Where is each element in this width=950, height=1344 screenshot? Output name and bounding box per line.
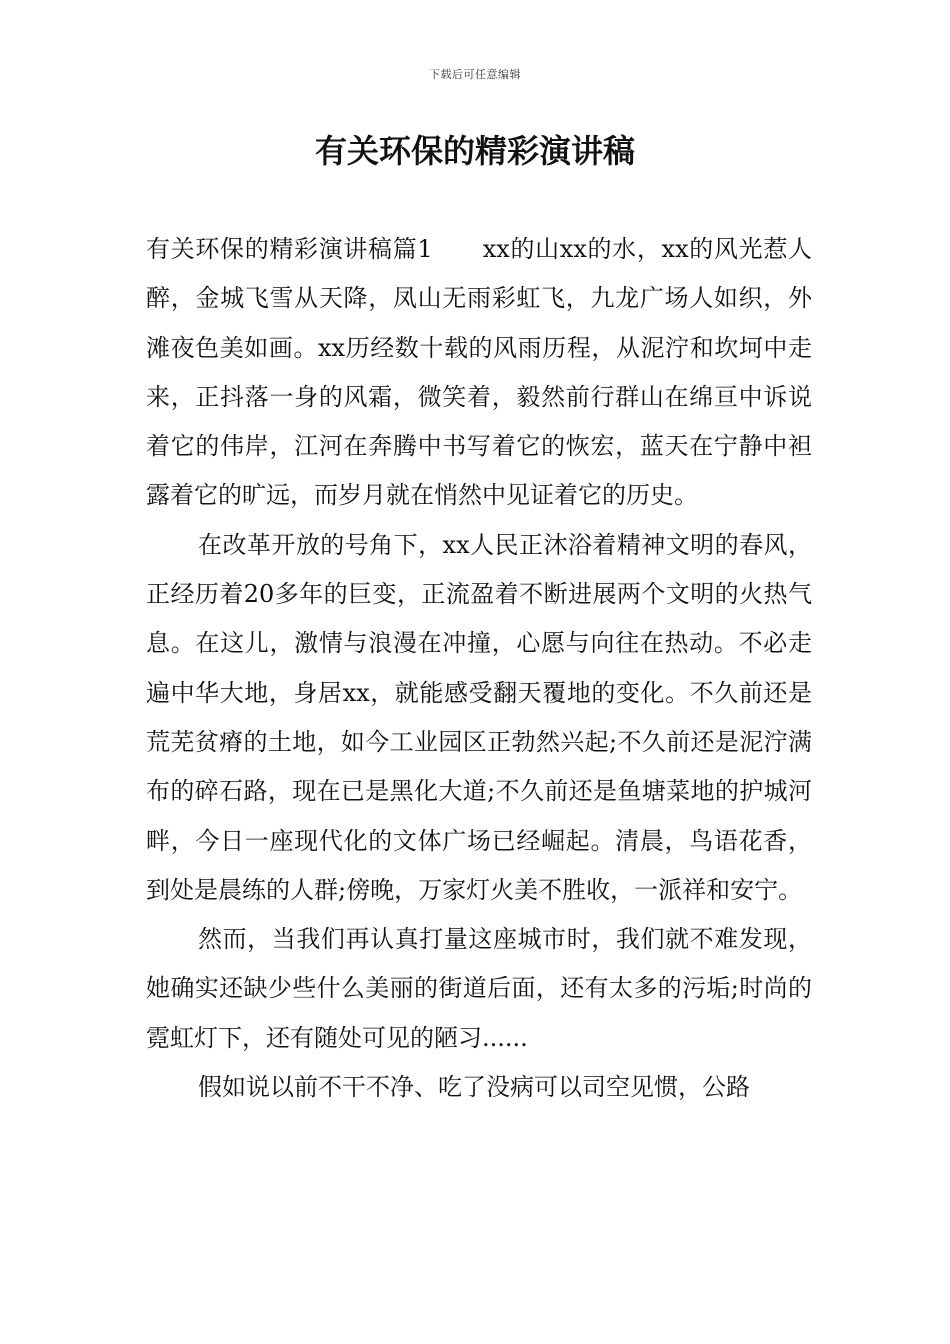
header-note: 下载后可任意编辑 [429, 68, 521, 81]
document-body [146, 225, 812, 1112]
paragraph-2: 在改革开放的号角下，xx人民正沐浴着精神文明的春风，正经历着20多年的巨变，正流盈着不断进展两个文明的火热气息。在这儿，激情与浪漫在冲撞，心愿与向往在热动。不必走遍中华大地，身居xx，就能感受翻天覆地的变化。不久前还是荒芜贫瘠的土地，如今工业园区正勃然兴起;不久前还是泥泞满布的碎石路，现在已是黑化大道;不久前还是鱼塘菜地的护城河畔，今日一座现代化的文体广场已经崛起。清晨，鸟语花香，到处是晨练的人群;傍晚，万家灯火美不胜收，一派祥和安宁。 [146, 530, 812, 904]
paragraph-1: 有关环保的精彩演讲稿篇1 xx的山xx的水，xx的风光惹人醉，金城飞雪从天降，凤山无雨彩虹飞，九龙广场人如织，外滩夜色美如画。xx历经数十载的风雨历程，从泥泞和坎坷中走来，正抖落一身的风霜，微笑着，毅然前行群山在绵亘中诉说着它的伟岸，江河在奔腾中书写着它的恢宏，蓝天在宁静中袒露着它的旷远，而岁月就在悄然中见证着它的历史。 [146, 235, 812, 510]
paragraph-4: 假如说以前不干不净、吃了没病可以司空见惯，公路 [198, 1073, 750, 1102]
document-title: 有关环保的精彩演讲稿 [314, 132, 635, 170]
paragraph-3: 然而，当我们再认真打量这座城市时，我们就不难发现，她确实还缺少些什么美丽的街道后面，还有太多的污垢;时尚的霓虹灯下，还有随处可见的陋习...... [146, 925, 812, 1052]
